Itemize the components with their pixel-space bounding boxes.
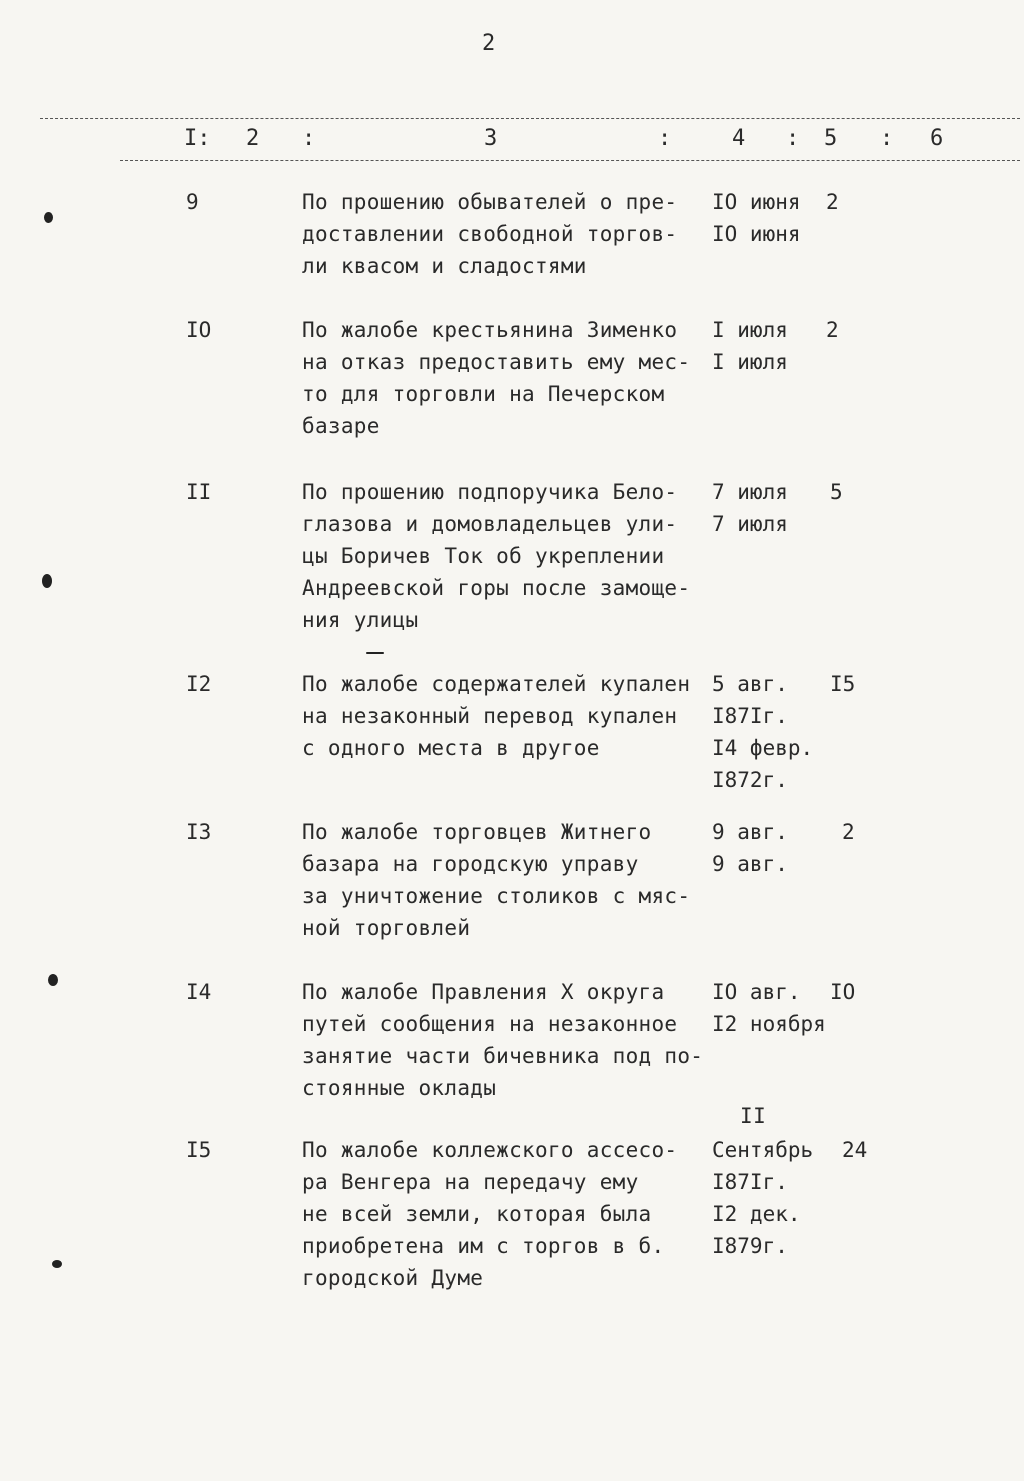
row-number: II xyxy=(186,480,212,504)
date-line: I2 дек. xyxy=(712,1202,801,1226)
row-dates xyxy=(712,976,832,1040)
date-line: I4 февр. xyxy=(712,736,814,760)
row-dates xyxy=(712,668,832,796)
row-description xyxy=(302,816,722,944)
description-line: По жалобе торговцев Житнего xyxy=(302,820,652,844)
date-line: 5 авг. xyxy=(712,672,788,696)
page-number: 2 xyxy=(482,31,496,56)
row-count: 24 xyxy=(842,1138,868,1162)
description-line: ли квасом и сладостями xyxy=(302,254,587,278)
description-line: путей сообщения на незаконное xyxy=(302,1012,678,1036)
description-line: цы Боричев Ток об укреплении xyxy=(302,544,665,568)
date-line: IO июня xyxy=(712,222,801,246)
date-line: I июля xyxy=(712,318,788,342)
date-superscript: II xyxy=(740,1104,767,1128)
header-separator-1: : xyxy=(302,126,316,151)
header-bottom-rule xyxy=(120,160,1020,161)
description-line: По жалобе крестьянина Зименко xyxy=(302,318,678,342)
description-line: ния улицы xyxy=(302,608,419,632)
row-count: IO xyxy=(830,980,856,1004)
row-count: 2 xyxy=(842,820,855,844)
row-dates xyxy=(712,186,832,250)
row-number: I2 xyxy=(186,672,212,696)
description-line: По жалобе содержателей купален xyxy=(302,672,691,696)
description-line: за уничтожение столиков с мяс- xyxy=(302,884,691,908)
row-number: I3 xyxy=(186,820,212,844)
description-line: базаре xyxy=(302,414,380,438)
scan-speck xyxy=(44,212,53,223)
description-line: ной торговлей xyxy=(302,916,471,940)
description-line: По жалобе коллежского ассесо- xyxy=(302,1138,678,1162)
description-line: По прошению подпоручика Бело- xyxy=(302,480,678,504)
header-col-5: 5 xyxy=(824,126,838,151)
row-number: I4 xyxy=(186,980,212,1004)
description-line: базара на городскую управу xyxy=(302,852,639,876)
date-line: I87Iг. xyxy=(712,704,788,728)
date-line: I2 ноября xyxy=(712,1012,826,1036)
header-col-6: 6 xyxy=(930,126,944,151)
scan-speck xyxy=(42,574,52,588)
date-line: 9 авг. xyxy=(712,820,788,844)
header-col-2: 2 xyxy=(246,126,260,151)
date-line: IO июня xyxy=(712,190,801,214)
description-line: ра Венгера на передачу ему xyxy=(302,1170,639,1194)
row-number: 9 xyxy=(186,190,199,214)
date-line: IO авг. xyxy=(712,980,801,1004)
description-line: с одного места в другое xyxy=(302,736,600,760)
row-description xyxy=(302,186,722,282)
header-col-3: 3 xyxy=(484,126,498,151)
row-number: IO xyxy=(186,318,212,342)
description-line: По прошению обывателей о пре- xyxy=(302,190,678,214)
header-separator-4: : xyxy=(880,126,894,151)
header-top-rule xyxy=(40,118,1020,119)
date-line: I87Iг. xyxy=(712,1170,788,1194)
date-line: 9 авг. xyxy=(712,852,788,876)
description-line: городской Думе xyxy=(302,1266,484,1290)
description-line: По жалобе Правления X округа xyxy=(302,980,665,1004)
row-count: 2 xyxy=(826,318,839,342)
description-line: на отказ предоставить ему мес- xyxy=(302,350,691,374)
description-line: стоянные оклады xyxy=(302,1076,497,1100)
row-count: 5 xyxy=(830,480,843,504)
row-dates xyxy=(712,314,832,378)
description-line: то для торговли на Печерском xyxy=(302,382,665,406)
description-line: глазова и домовладельцев ули- xyxy=(302,512,678,536)
header-col-1: I: xyxy=(184,126,211,151)
row-number: I5 xyxy=(186,1138,212,1162)
scan-speck xyxy=(52,1260,62,1268)
date-line: I879г. xyxy=(712,1234,788,1258)
date-line: 7 июля xyxy=(712,512,788,536)
row-description xyxy=(302,314,722,442)
scan-speck xyxy=(366,652,384,654)
description-line: приобретена им с торгов в б. xyxy=(302,1234,665,1258)
row-description xyxy=(302,1134,722,1294)
row-count: I5 xyxy=(830,672,856,696)
header-separator-2: : xyxy=(658,126,672,151)
description-line: доставлении свободной торгов- xyxy=(302,222,678,246)
row-dates xyxy=(712,476,832,540)
date-line: I872г. xyxy=(712,768,788,792)
row-description xyxy=(302,668,722,764)
scan-speck xyxy=(48,974,58,986)
row-dates xyxy=(712,816,832,880)
row-count: 2 xyxy=(826,190,839,214)
description-line: на незаконный перевод купален xyxy=(302,704,678,728)
row-description xyxy=(302,976,722,1104)
date-line: Сентябрь xyxy=(712,1138,814,1162)
date-line: 7 июля xyxy=(712,480,788,504)
date-line: I июля xyxy=(712,350,788,374)
description-line: не всей земли, которая была xyxy=(302,1202,652,1226)
header-separator-3: : xyxy=(786,126,800,151)
row-description xyxy=(302,476,722,636)
description-line: Андреевской горы после замоще- xyxy=(302,576,691,600)
header-col-4: 4 xyxy=(732,126,746,151)
row-dates xyxy=(712,1134,832,1262)
description-line: занятие части бичевника под по- xyxy=(302,1044,704,1068)
